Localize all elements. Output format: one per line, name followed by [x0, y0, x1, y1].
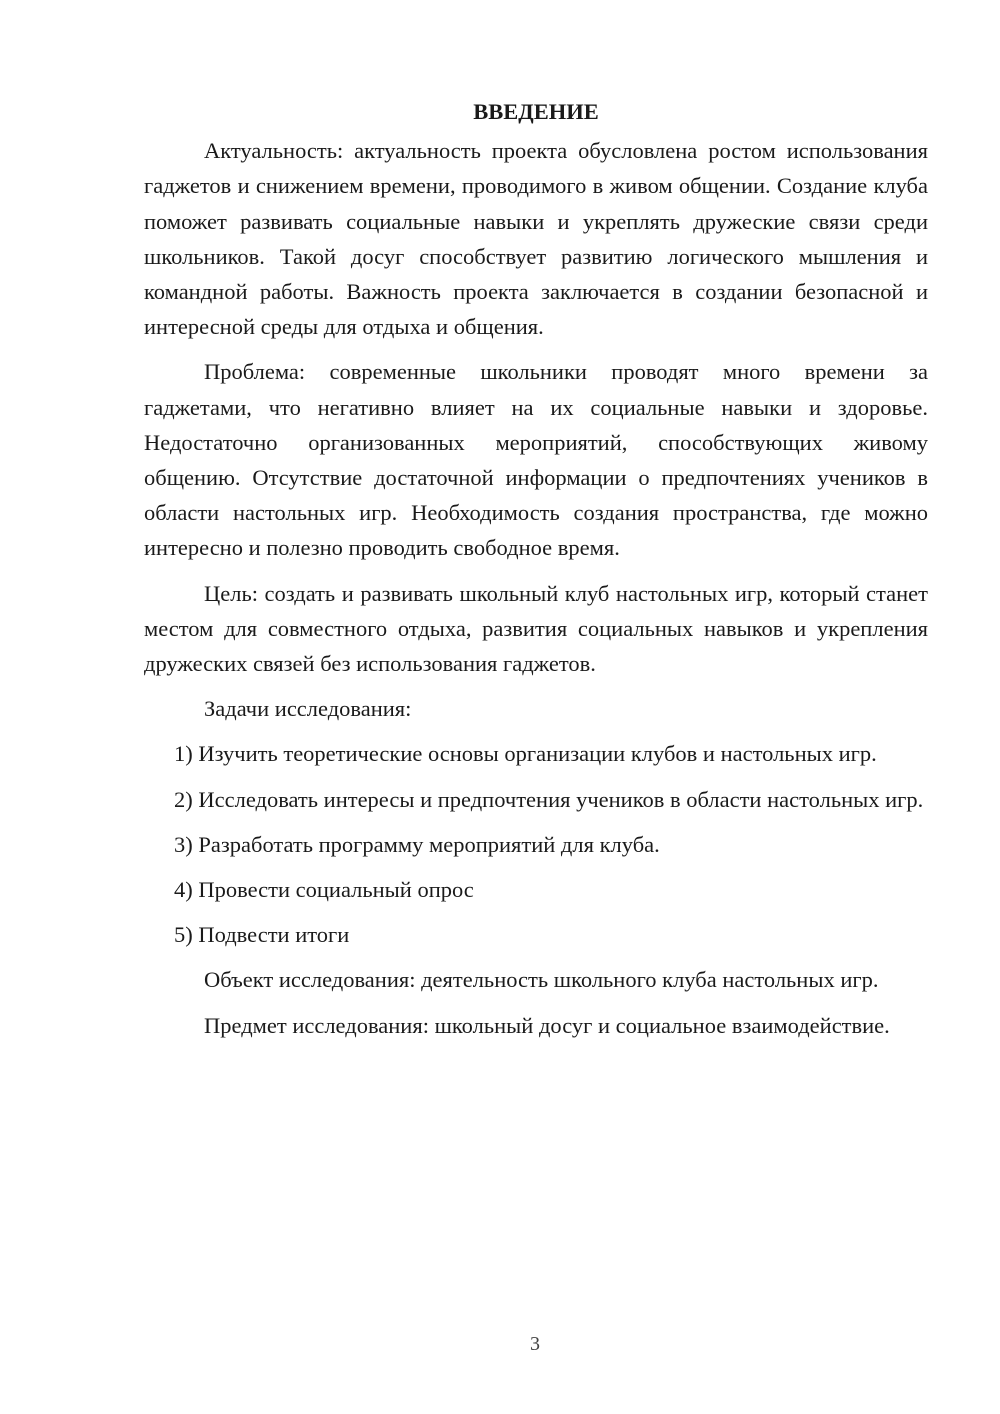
tasks-heading: Задачи исследования: [204, 696, 412, 722]
object-paragraph: Объект исследования: деятельность школьного клуба настольных игр. [204, 967, 879, 993]
task-item-5: 5) Подвести итоги [174, 922, 350, 948]
page-title: ВВЕДЕНИЕ [473, 99, 599, 124]
relevance-paragraph: Актуальность: актуальность проекта обусловлена ростом использования гаджетов и снижением времени, проводимого в живом общении. Создание клуба поможет развивать социальные навыки и укреплять дружеские связи среди школьников. Такой досуг способствует развитию логического мышления и командной работы. Важность проекта заключается в создании безопасной и интересной среды для отдыха и общения. [144, 138, 928, 340]
page-number: 3 [530, 1333, 540, 1355]
task-item-2: 2) Исследовать интересы и предпочтения учеников в области настольных игр. [174, 786, 924, 812]
problem-paragraph: Проблема: современные школьники проводят много времени за гаджетами, что негативно влияет на их социальные навыки и здоровье. Недостаточно организованных мероприятий, способствующих живому общению. Отсутствие достаточной информации о предпочтениях учеников в области настольных игр. Необходимость создания пространства, где можно интересно и полезно проводить свободное время. [144, 359, 928, 561]
task-item-1: 1) Изучить теоретические основы организации клубов и настольных игр. [174, 741, 877, 767]
task-item-4: 4) Провести социальный опрос [174, 877, 474, 903]
page-content [144, 94, 928, 1053]
subject-paragraph: Предмет исследования: школьный досуг и социальное взаимодействие. [204, 1012, 890, 1038]
task-item-3: 3) Разработать программу мероприятий для клуба. [174, 831, 660, 857]
goal-paragraph: Цель: создать и развивать школьный клуб настольных игр, который станет местом для совместного отдыха, развития социальных навыков и укрепления дружеских связей без использования гаджетов. [144, 580, 928, 677]
